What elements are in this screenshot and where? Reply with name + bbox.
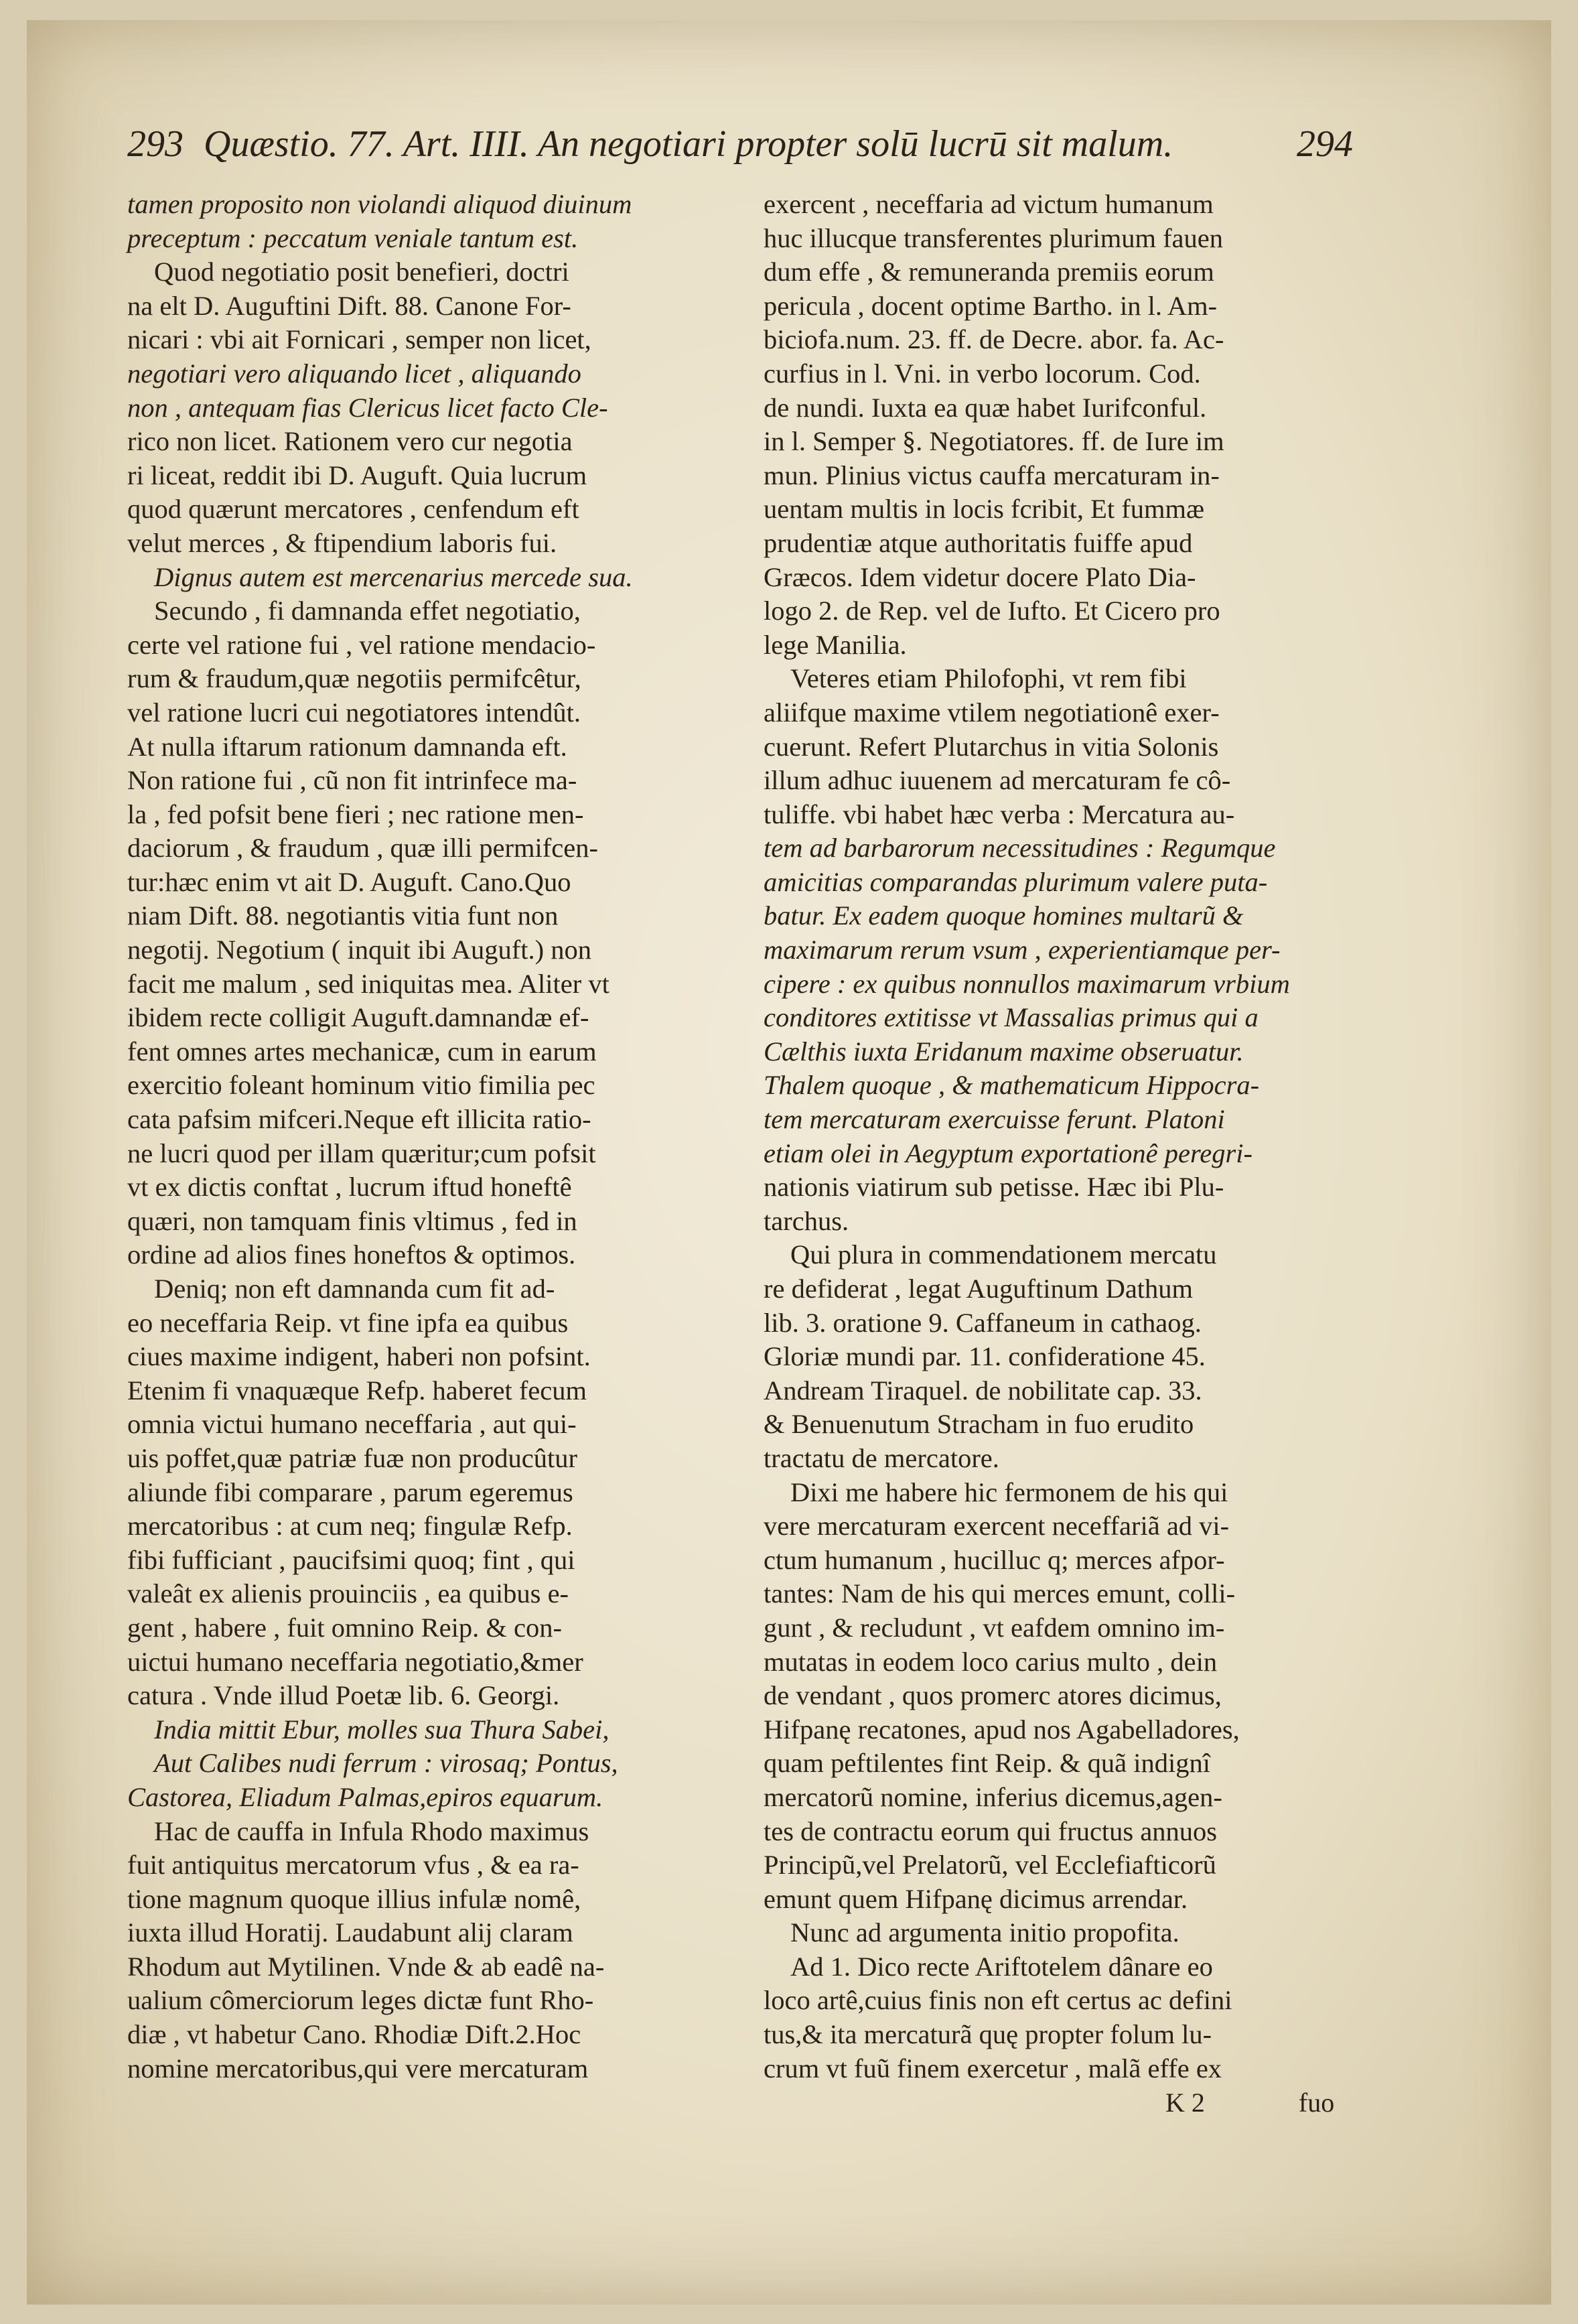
text-line: negotij. Negotium ( inquit ibi Auguft.) non	[127, 935, 591, 965]
text-line: cipere : ex quibus nonnullos maximarum vrbium	[764, 968, 1290, 999]
text-line: Hac de cauffa in Infula Rhodo maximus	[154, 1816, 589, 1846]
text-line: Gloriæ mundi par. 11. confideratione 45.	[764, 1341, 1206, 1372]
text-line: lege Manilia.	[764, 629, 907, 660]
text-line: maximarum rerum vsum , experientiamque per-	[764, 935, 1281, 965]
page-footer	[1165, 2087, 1334, 2118]
catchword: fuo	[1298, 2088, 1335, 2118]
text-line: tractatu de mercatore.	[764, 1442, 999, 1473]
text-line: in l. Semper §. Negotiatores. ff. de Iure im	[764, 426, 1224, 457]
text-line: illum adhuc iuuenem ad mercaturam fe cô-	[764, 765, 1231, 796]
text-line: Andream Tiraquel. de nobilitate cap. 33.	[764, 1375, 1202, 1406]
text-line: tione magnum quoque illius infulæ nomê,	[127, 1883, 581, 1914]
text-line: Veteres etiam Philofophi, vt rem fibi	[790, 663, 1187, 694]
text-line: Græcos. Idem videtur docere Plato Dia-	[764, 561, 1196, 592]
text-line: conditores extitisse vt Massalias primus qui a	[764, 1002, 1259, 1033]
text-line: iuxta illud Horatij. Laudabunt alij claram	[127, 1917, 573, 1948]
text-line: tuliffe. vbi habet hæc verba : Mercatura au-	[764, 799, 1235, 829]
text-line: biciofa.num. 23. ff. de Decre. abor. fa. Ac-	[764, 324, 1224, 355]
text-line: uictui humano neceffaria negotiatio,&mer	[127, 1646, 583, 1677]
text-line: aliifque maxime vtilem negotiationê exer-	[764, 697, 1220, 728]
text-line: la , fed pofsit bene fieri ; nec ratione men-	[127, 799, 584, 829]
text-line: certe vel ratione fui , vel ratione mendacio-	[127, 629, 596, 660]
text-line: rum & fraudum,quæ negotiis permifcêtur,	[127, 663, 581, 694]
text-line: India mittit Ebur, molles sua Thura Sabei,	[154, 1714, 609, 1745]
text-line: velut merces , & ftipendium laboris fui.	[127, 527, 557, 558]
text-line: fuit antiquitus mercatorum vfus , & ea ra-	[127, 1850, 579, 1881]
text-line: quæri, non tamquam finis vltimus , fed in	[127, 1205, 577, 1236]
text-line: gent , habere , fuit omnino Reip. & con-	[127, 1612, 562, 1643]
text-line: mercatoribus : at cum neq; fingulæ Refp.	[127, 1511, 573, 1542]
text-line: Ad 1. Dico recte Ariftotelem dânare eo	[790, 1951, 1213, 1982]
text-line: tus,& ita mercaturã quę propter folum lu-	[764, 2019, 1212, 2050]
running-title: Quæstio. 77. Art. IIII. An negotiari propter solū lucrū sit malum.	[204, 123, 1173, 165]
text-line: prudentiæ atque authoritatis fuiffe apud	[764, 527, 1193, 558]
text-line: At nulla iftarum rationum damnanda eft.	[127, 731, 567, 762]
text-line: nomine mercatoribus,qui vere mercaturam	[127, 2053, 589, 2083]
text-line: emunt quem Hifpanę dicimus arrendar.	[764, 1883, 1188, 1914]
text-line: Qui plura in commendationem mercatu	[790, 1239, 1217, 1270]
left-text-column	[127, 188, 703, 2086]
text-line: ciues maxime indigent, haberi non pofsint.	[127, 1341, 591, 1372]
text-line: Dignus autem est mercenarius mercede sua.	[154, 561, 633, 592]
text-line: tantes: Nam de his qui merces emunt, colli-	[764, 1578, 1236, 1609]
text-line: Cælthis iuxta Eridanum maxime obseruatur.	[764, 1036, 1244, 1067]
text-line: de nundi. Iuxta ea quæ habet Iurifconful.	[764, 392, 1207, 423]
text-line: eo neceffaria Reip. vt fine ipfa ea quibus	[127, 1307, 569, 1338]
text-line: Etenim fi vnaquæque Refp. haberet fecum	[127, 1375, 587, 1406]
signature-mark: K 2	[1165, 2088, 1205, 2118]
text-line: negotiari vero aliquando licet , aliquando	[127, 358, 581, 389]
text-line: tarchus.	[764, 1205, 849, 1236]
text-line: ctum humanum , hucilluc q; merces afpor-	[764, 1544, 1225, 1575]
text-line: Aut Calibes nudi ferrum : virosaq; Pontus,	[154, 1748, 618, 1779]
text-line: crum vt fuũ finem exercetur , malã effe ex	[764, 2053, 1222, 2083]
text-line: amicitias comparandas plurimum valere puta-	[764, 866, 1268, 897]
text-line: daciorum , & fraudum , quæ illi permifcen-	[127, 833, 598, 864]
text-line: Quod negotiatio posit benefieri, doctri	[154, 257, 569, 287]
text-line: preceptum : peccatum veniale tantum est.	[127, 222, 579, 253]
text-line: quam peftilentes fint Reip. & quã indignî	[764, 1748, 1211, 1779]
text-line: huc illucque transferentes plurimum fauen	[764, 222, 1224, 253]
text-line: vel ratione lucri cui negotiatores intendût.	[127, 697, 581, 728]
text-line: tem ad barbarorum necessitudines : Regumque	[764, 833, 1276, 864]
text-line: de vendant , quos promerc atores dicimus,	[764, 1680, 1222, 1711]
text-line: rico non licet. Rationem vero cur negotia	[127, 426, 573, 457]
text-line: Rhodum aut Mytilinen. Vnde & ab eadê na-	[127, 1951, 605, 1982]
text-line: facit me malum , sed iniquitas mea. Aliter vt	[127, 968, 609, 999]
text-line: pericula , docent optime Bartho. in l. Am-	[764, 290, 1218, 321]
text-line: fent omnes artes mechanicæ, cum in earum	[127, 1036, 597, 1067]
text-line: aliunde fibi comparare , parum egeremus	[127, 1477, 573, 1507]
text-line: ualium cômerciorum leges dictæ funt Rho-	[127, 1985, 594, 2016]
text-line: Secundo , fi damnanda effet negotiatio,	[154, 596, 581, 626]
text-line: ne lucri quod per illam quæritur;cum pofsit	[127, 1138, 596, 1168]
text-line: vere mercaturam exercent neceffariã ad vi-	[764, 1511, 1230, 1542]
text-line: mun. Plinius victus cauffa mercaturam in-	[764, 460, 1220, 490]
text-line: Deniq; non eft damnanda cum fit ad-	[154, 1274, 555, 1304]
text-line: niam Dift. 88. negotiantis vitia funt non	[127, 900, 559, 931]
text-line: quod quærunt mercatores , cenfendum eft	[127, 494, 579, 525]
text-line: Principũ,vel Prelatorũ, vel Ecclefiafticorũ	[764, 1850, 1216, 1881]
text-line: mercatorũ nomine, inferius dicemus,agen-	[764, 1781, 1222, 1812]
text-line: uis poffet,quæ patriæ fuæ non producûtur	[127, 1442, 577, 1473]
text-line: na elt D. Auguftini Dift. 88. Canone For-	[127, 290, 571, 321]
text-line: nationis viatirum sub petisse. Hæc ibi Plu-	[764, 1172, 1224, 1203]
text-line: Dixi me habere hic fermonem de his qui	[790, 1477, 1228, 1507]
text-line: re defiderat , legat Auguftinum Dathum	[764, 1274, 1194, 1304]
text-line: ibidem recte colligit Auguft.damnandæ ef-	[127, 1002, 589, 1033]
text-line: & Benuenutum Stracham in fuo erudito	[764, 1409, 1194, 1440]
running-header	[127, 121, 1353, 167]
text-line: cuerunt. Refert Plutarchus in vitia Solonis	[764, 731, 1219, 762]
text-line: Castorea, Eliadum Palmas,epiros equarum.	[127, 1781, 603, 1812]
text-line: dum effe , & remuneranda premiis eorum	[764, 257, 1214, 287]
text-line: tamen proposito non violandi aliquod diuinum	[127, 189, 632, 219]
text-line: mutatas in eodem loco carius multo , dein	[764, 1646, 1218, 1677]
text-line: uentam multis in locis fcribit, Et fummæ	[764, 494, 1205, 525]
text-line: tes de contractu eorum qui fructus annuos	[764, 1816, 1218, 1846]
text-line: Thalem quoque , & mathematicum Hippocra-	[764, 1070, 1260, 1101]
text-line: exercitio foleant hominum vitio fimilia pec	[127, 1070, 595, 1101]
text-line: vt ex dictis conftat , lucrum iftud honeftê	[127, 1172, 572, 1203]
text-line: lib. 3. oratione 9. Caffaneum in cathaog.	[764, 1307, 1202, 1338]
text-line: loco artê,cuius finis non eft certus ac defini	[764, 1985, 1232, 2016]
text-line: fibi fufficiant , paucifsimi quoq; fint , qui	[127, 1544, 575, 1575]
text-line: curfius in l. Vni. in verbo locorum. Cod.	[764, 358, 1201, 389]
text-line: batur. Ex eadem quoque homines multarũ &	[764, 900, 1244, 931]
text-line: non , antequam fias Clericus licet facto Cle-	[127, 392, 608, 423]
text-line: cata pafsim mifceri.Neque eft illicita ratio-	[127, 1104, 591, 1135]
text-line: exercent , neceffaria ad victum humanum	[764, 189, 1214, 219]
text-line: gunt , & recludunt , vt eafdem omnino im-	[764, 1612, 1225, 1643]
text-line: Nunc ad argumenta initio propofita.	[790, 1917, 1179, 1948]
text-line: tem mercaturam exercuisse ferunt. Platoni	[764, 1104, 1225, 1135]
text-line: nicari : vbi ait Fornicari , semper non licet,	[127, 324, 591, 355]
text-line: Non ratione fui , cũ non fit intrinfece ma-	[127, 765, 577, 796]
right-page-number: 294	[1297, 123, 1353, 165]
left-page-number: 293	[127, 123, 184, 165]
book-page	[27, 20, 1551, 2305]
text-line: Hifpanę recatones, apud nos Agabelladores,	[764, 1714, 1240, 1745]
text-line: valeât ex alienis prouinciis , ea quibus e-	[127, 1578, 569, 1609]
text-line: logo 2. de Rep. vel de Iufto. Et Cicero pro	[764, 596, 1220, 626]
right-text-column	[764, 188, 1340, 2086]
text-line: omnia victui humano neceffaria , aut qui-	[127, 1409, 577, 1440]
text-line: ordine ad alios fines honeftos & optimos.	[127, 1239, 576, 1270]
text-line: tur:hæc enim vt ait D. Auguft. Cano.Quo	[127, 866, 571, 897]
text-line: catura . Vnde illud Poetæ lib. 6. Georgi.	[127, 1680, 560, 1711]
text-line: etiam olei in Aegyptum exportationê peregri-	[764, 1138, 1252, 1168]
text-line: ri liceat, reddit ibi D. Auguft. Quia lucrum	[127, 460, 587, 490]
text-line: diæ , vt habetur Cano. Rhodiæ Dift.2.Hoc	[127, 2019, 581, 2050]
